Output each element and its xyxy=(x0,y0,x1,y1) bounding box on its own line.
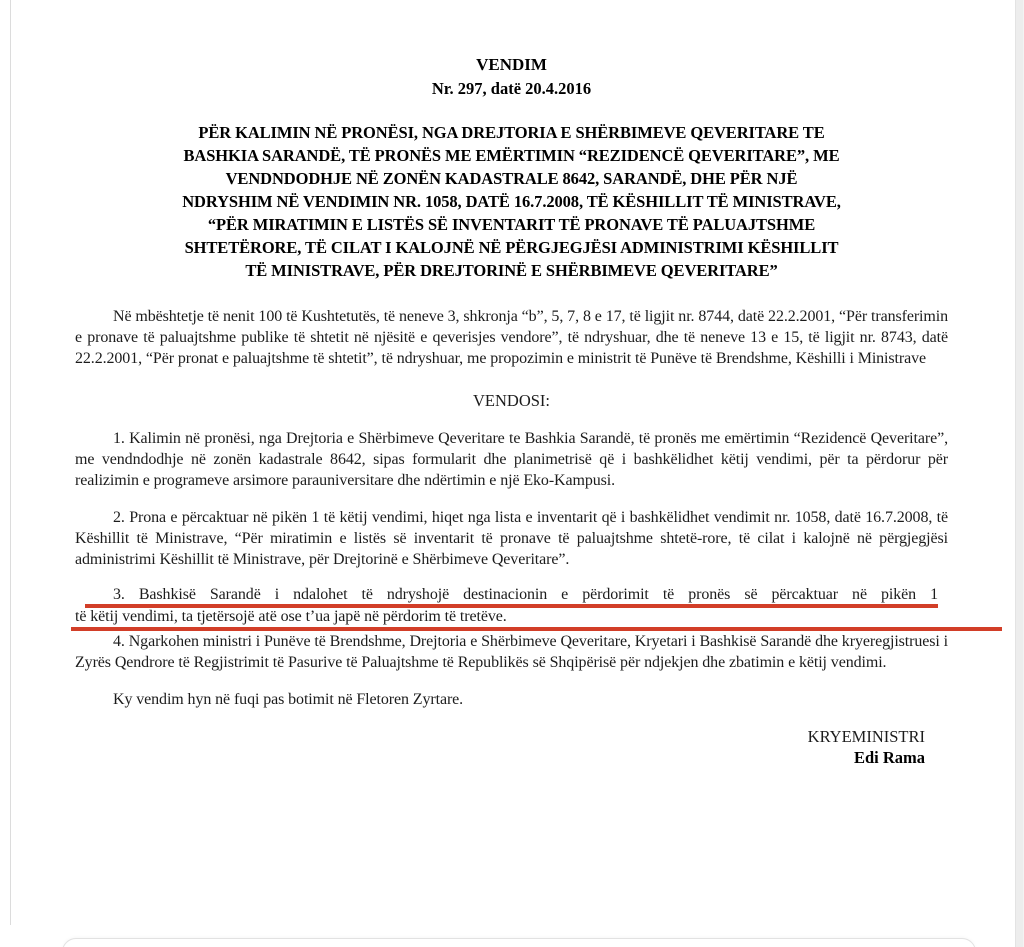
decree-document xyxy=(75,54,948,768)
decision-item-4: 4. Ngarkohen ministri i Punëve të Brendshme, Drejtoria e Shërbimeve Qeveritare, Kryetari i Bashkisë Sarandë dhe kryeregjistruesi i Zyrës Qendrore të Regjistrimit të Pasurive të Paluajtshme të Republikës së Shqipërisë për ndjekjen dhe zbatimin e këtij vendimi. xyxy=(75,633,948,671)
highlighted-line-1: 3. Bashkisë Sarandë i ndalohet të ndryshojë destinacionin e përdorimit të pronës së përcaktuar në pikën 1 xyxy=(85,586,938,608)
decision-item-3-highlighted xyxy=(75,586,948,631)
decree-heading xyxy=(75,121,948,282)
highlighted-line-2: të këtij vendimi, ta tjetërsojë atë ose t’ua japë në përdorim të tretëve. xyxy=(71,608,1002,631)
left-divider-line xyxy=(10,0,11,925)
document-title: VENDIM xyxy=(476,55,547,74)
decree-heading-line: PËR KALIMIN NË PRONËSI, NGA DREJTORIA E SHËRBIMEVE QEVERITARE TE xyxy=(198,123,825,142)
decision-item-2: 2. Prona e përcaktuar në pikën 1 të këtij vendimi, hiqet nga lista e inventarit që i bashkëlidhet vendimit nr. 1058, datë 16.7.2008, të Këshillit të Ministrave, “Për miratimin e listës së inventarit të pronave të paluajtshme shtetë-rore, të cilat i kalojnë në përgjegjësi administrimi Këshillit të Ministrave, për Drejtorinë e Shërbimeve Qeveritare”. xyxy=(75,509,948,568)
decree-heading-line: TË MINISTRAVE, PËR DREJTORINË E SHËRBIMEVE QEVERITARE” xyxy=(245,261,778,280)
decision-label: VENDOSI: xyxy=(473,391,550,410)
preamble-paragraph: Në mbështetje të nenit 100 të Kushtetutës, të neneve 3, shkronja “b”, 5, 7, 8 e 17, të ligjit nr. 8744, datë 22.2.2001, “Për transferimin e pronave të paluajtshme publike të shtetit në njësitë e qeverisjes vendore”, të ndryshuar, dhe të neneve 13 e 15, të ligjit nr. 8743, datë 22.2.2001, “Për pronat e paluajtshme të shtetit”, të ndryshuar, me propozimin e ministrit të Punëve të Brendshme, Këshilli i Ministrave xyxy=(75,308,948,367)
decision-item-1: 1. Kalimin në pronësi, nga Drejtoria e Shërbimeve Qeveritare te Bashkia Sarandë, të pronës me emërtimin “Rezidencë Qeveritare”, me vendndodhje në zonën kadastrale 8642, sipas formularit dhe planimetrisë që i bashkëlidhet këtij vendimi, për ta përdorur për realizimin e programeve arsimore parauniversitare dhe ndërtimin e një Eko-Kampusi. xyxy=(75,430,948,489)
decree-heading-line: “PËR MIRATIMIN E LISTËS SË INVENTARIT TË PRONAVE TË PALUAJTSHME xyxy=(207,215,816,234)
signature-title: KRYEMINISTRI xyxy=(807,727,925,746)
signature-name: Edi Rama xyxy=(853,748,925,767)
closing-sentence: Ky vendim hyn në fuqi pas botimit në Fletoren Zyrtare. xyxy=(113,691,464,708)
decree-heading-line: NDRYSHIM NË VENDIMIN NR. 1058, DATË 16.7.2008, TË KËSHILLIT TË MINISTRAVE, xyxy=(182,192,841,211)
bottom-input-panel[interactable] xyxy=(62,938,976,947)
decree-heading-line: BASHKIA SARANDË, TË PRONËS ME EMËRTIMIN “REZIDENCË QEVERITARE”, ME xyxy=(183,146,840,165)
decree-heading-line: SHTETËRORE, TË CILAT I KALOJNË NË PËRGJEGJËSI ADMINISTRIMI KËSHILLIT xyxy=(184,238,839,257)
decree-number: Nr. 297, datë 20.4.2016 xyxy=(431,79,592,98)
scrollbar-track[interactable] xyxy=(1015,0,1024,947)
decree-heading-line: VENDNDODHJE NË ZONËN KADASTRALE 8642, SARANDË, DHE PËR NJË xyxy=(225,169,798,188)
